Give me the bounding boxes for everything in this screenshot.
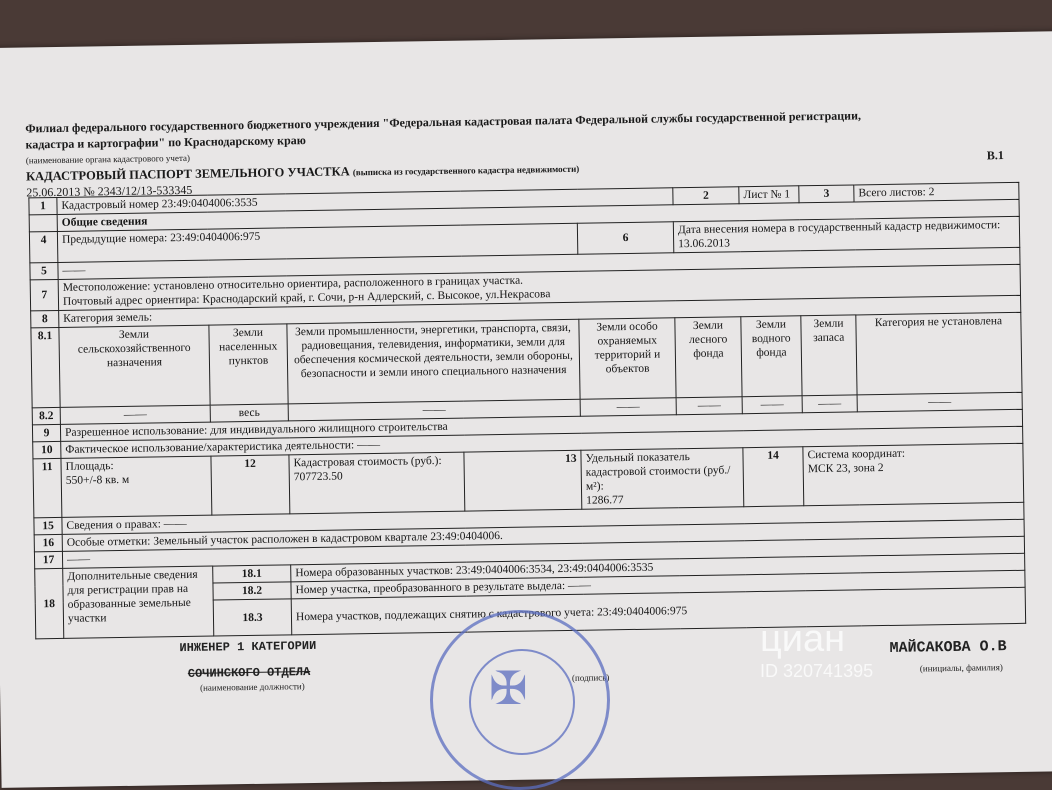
row-num: 6 (577, 222, 674, 255)
row-num: 8.2 (32, 407, 60, 424)
watermark (760, 618, 873, 682)
row-num: 18.2 (213, 582, 291, 600)
header-line-1: Филиал федерального государственного бюджетного учреждения "Федеральная кадастровая палата Федеральной службы государственной регистрации, (25, 108, 862, 136)
coordinate-system-label: Система координат: (807, 447, 906, 462)
row-num: 17 (34, 551, 62, 568)
specific-cost (581, 448, 744, 510)
category-value: —— (580, 398, 676, 417)
cadastral-cost-value: 707723.50 (293, 470, 343, 484)
transformed-parcel: Номер участка, преобразованного в результате выдела: —— (291, 570, 1025, 599)
cadastral-number: Кадастровый номер 23:49:0404006:3535 (57, 188, 673, 215)
row-num: 18.1 (213, 565, 291, 583)
row-17-value: —— (62, 536, 1024, 568)
row-num: 12 (211, 455, 290, 515)
area-label: Площадь: (65, 460, 114, 473)
cadastral-form-table (28, 182, 1026, 640)
category-value: —— (60, 405, 210, 424)
special-notes: Особые отметки: Земельный участок расположен в кадастровом квартале 23:49:0404006. (62, 519, 1024, 551)
row-num: 9 (32, 424, 60, 441)
position-line-2: СОЧИНСКОГО ОТДЕЛА (187, 665, 311, 681)
cadastral-cost (289, 452, 465, 514)
previous-numbers: Предыдущие номера: 23:49:0404006:975 (57, 223, 577, 262)
location-line-2: Почтовый адрес ориентира: Краснодарский край, г. Сочи, р-н Адлерский, с. Высокое, ул.Некрасова (62, 288, 551, 308)
category-value: —— (676, 397, 742, 415)
category-header: Земли водного фонда (741, 316, 802, 397)
row-num: 11 (33, 458, 62, 517)
specific-cost-label: Удельный показатель кадастровой стоимости (руб./м²): (585, 451, 731, 493)
row-num: 7 (30, 279, 58, 310)
category-header: Земли промышленности, энергетики, транспорта, связи, радиовещания, телевидения, информатики, земли для обеспечения космической деятельности, земли обороны, безопасности и земли иного специального назначения (287, 319, 580, 404)
coordinate-system (803, 443, 1024, 505)
row-num: 5 (30, 262, 58, 279)
category-header: Категория не установлена (856, 312, 1022, 395)
general-info-heading: Общие сведения (57, 199, 1019, 231)
row-num: 10 (33, 441, 61, 458)
category-value: —— (288, 399, 580, 421)
official-seal (430, 610, 610, 790)
row-num: 8 (31, 310, 59, 327)
organ-note: (наименование органа кадастрового учета) (25, 152, 191, 166)
location-line-1: Местоположение: установлено относительно ориентира, расположенного в границах участка. (62, 274, 524, 294)
deregistered-parcels: Номера участков, подлежащих снятию с кадастрового учета: 23:49:0404006:975 (291, 587, 1026, 635)
row-num: 2 (673, 187, 739, 205)
category-value: —— (742, 396, 802, 414)
permitted-use: Разрешенное использование: для индивидуального жилищного строительства (60, 409, 1022, 441)
eagle-emblem-icon: ✠ (489, 663, 528, 714)
watermark-id: ID 320741395 (760, 661, 874, 681)
row-num: 14 (743, 447, 804, 507)
land-category-label: Категория земель: (59, 295, 1021, 327)
doc-subtitle: (выписка из государственного кадастра недвижимости) (352, 163, 580, 178)
additional-info-label: Дополнительные сведения для регистрации прав на образованные земельные участки (63, 566, 214, 638)
position-line-1: ИНЖЕНЕР 1 КАТЕГОРИИ (179, 638, 317, 656)
total-sheets: Всего листов: 2 (854, 182, 1019, 202)
category-value: —— (857, 392, 1022, 412)
area (61, 456, 212, 517)
row-5-value: —— (58, 247, 1020, 279)
doc-title (26, 161, 579, 185)
row-num: 3 (799, 185, 854, 203)
category-header: Земли населенных пунктов (209, 324, 288, 405)
specific-cost-value: 1286.77 (586, 494, 624, 507)
formed-parcels: Номера образованных участков: 23:49:0404006:3534, 23:49:0404006:3535 (291, 553, 1025, 582)
area-value: 550+/-8 кв. м (65, 473, 130, 487)
category-value: весь (210, 404, 288, 422)
category-header: Земли особо охраняемых территорий и объектов (579, 318, 676, 399)
category-header: Земли сельскохозяйственного назначения (59, 325, 210, 407)
row-num: 18 (35, 568, 64, 638)
signature-note: (подпись) (571, 672, 610, 683)
rights-info: Сведения о правах: —— (62, 502, 1024, 534)
actual-use: Фактическое использование/характеристика деятельности: —— (61, 426, 1023, 458)
header-line-2: кадастра и картографии" по Краснодарскому краю (25, 133, 306, 152)
row-num: 8.1 (31, 327, 60, 407)
category-header: Земли запаса (801, 315, 857, 396)
doc-date-number: 25.06.2013 № 2343/12/13-533345 (26, 182, 193, 200)
name-note: (инициалы, фамилия) (919, 662, 1003, 674)
sheet-number: Лист № 1 (739, 186, 799, 204)
category-value: —— (802, 395, 857, 413)
row-num: 13 (464, 450, 582, 511)
position-note: (наименование должности) (199, 681, 305, 693)
category-header: Земли лесного фонда (675, 317, 742, 398)
coordinate-system-value: МСК 23, зона 2 (807, 462, 884, 476)
signer-name: МАЙСАКОВА О.В (889, 638, 1007, 657)
row-num: 4 (29, 231, 57, 262)
form-code: В.1 (986, 148, 1004, 163)
row-num: 15 (34, 517, 62, 534)
registration-date: Дата внесения номера в государственный кадастр недвижимости: 13.06.2013 (673, 216, 1019, 252)
watermark-brand: циан (760, 618, 846, 660)
row-num: 16 (34, 534, 62, 551)
doc-title-main: КАДАСТРОВЫЙ ПАСПОРТ ЗЕМЕЛЬНОГО УЧАСТКА (25, 164, 350, 184)
row-num: 1 (29, 197, 57, 214)
row-num: 18.3 (213, 599, 292, 636)
cadastral-cost-label: Кадастровая стоимость (руб.): (293, 454, 442, 470)
